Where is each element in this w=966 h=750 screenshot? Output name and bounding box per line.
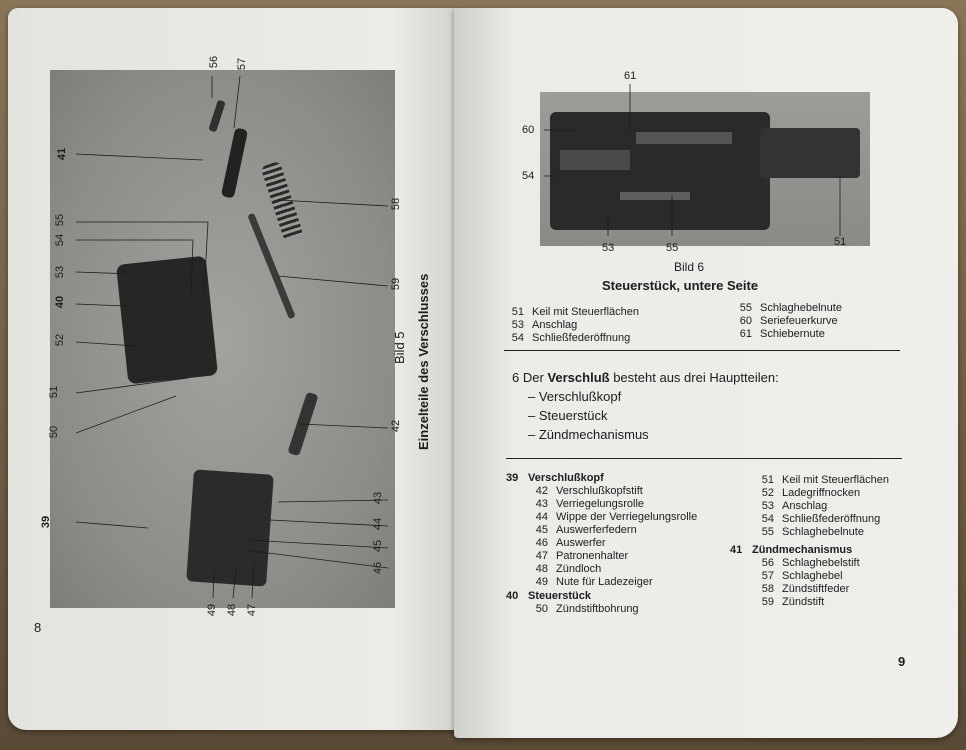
paragraph-6-lead: 6 Der Verschluß besteht aus drei Hauptteilen: bbox=[512, 370, 779, 385]
callout-60: 60 bbox=[522, 124, 535, 136]
callout-58: 58 bbox=[390, 197, 403, 211]
parts-list-item: 51 Keil mit Steuerflächen bbox=[761, 474, 889, 486]
paragraph-6-item: – Verschlußkopf bbox=[528, 389, 622, 404]
callout-53-right: 53 bbox=[602, 242, 615, 254]
callout-51: 51 bbox=[48, 385, 61, 399]
callout-48: 48 bbox=[226, 603, 239, 617]
callout-59: 59 bbox=[390, 277, 403, 291]
legend-item: 55 Schlaghebelnute bbox=[739, 302, 842, 314]
parts-list-item: 54 Schließfederöffnung bbox=[761, 513, 881, 525]
parts-list-item: 41 Zündmechanismus bbox=[730, 544, 853, 556]
callout-49: 49 bbox=[206, 603, 219, 617]
parts-list-item: 49 Nute für Ladezeiger bbox=[535, 576, 653, 588]
callout-45: 45 bbox=[372, 539, 385, 553]
parts-list-item: 40 Steuerstück bbox=[506, 590, 591, 602]
callout-61: 61 bbox=[624, 70, 637, 82]
callout-56: 56 bbox=[208, 55, 221, 69]
parts-list-item: 59 Zündstift bbox=[761, 596, 825, 608]
legend-item: 53 Anschlag bbox=[511, 319, 578, 331]
divider bbox=[506, 458, 902, 459]
parts-list-item: 39 Verschlußkopf bbox=[506, 472, 604, 484]
legend-item: 51 Keil mit Steuerflächen bbox=[511, 306, 639, 318]
parts-list-item: 44 Wippe der Verriegelungsrolle bbox=[535, 511, 698, 523]
callout-55: 55 bbox=[54, 213, 67, 227]
parts-list-item: 57 Schlaghebel bbox=[761, 570, 843, 582]
callout-44: 44 bbox=[372, 517, 385, 531]
parts-list-item: 58 Zündstiftfeder bbox=[761, 583, 850, 595]
parts-list-item: 43 Verriegelungsrolle bbox=[535, 498, 645, 510]
figure-6-number: Bild 6 bbox=[674, 260, 705, 274]
open-manual bbox=[8, 8, 958, 738]
page-number-right: 9 bbox=[898, 654, 906, 669]
callout-55-right: 55 bbox=[666, 242, 679, 254]
parts-list-item: 52 Ladegriffnocken bbox=[761, 487, 861, 499]
callout-41: 41 bbox=[56, 147, 69, 161]
legend-item: 60 Seriefeuerkurve bbox=[739, 315, 838, 327]
figure-6-caption: Steuerstück, untere Seite bbox=[602, 278, 759, 293]
paragraph-6-item: – Zündmechanismus bbox=[528, 427, 649, 442]
callout-47: 47 bbox=[246, 603, 259, 617]
callout-40: 40 bbox=[54, 295, 67, 309]
callout-53: 53 bbox=[54, 265, 67, 279]
callout-39: 39 bbox=[40, 515, 53, 529]
callout-46: 46 bbox=[372, 561, 385, 575]
legend-item: 54 Schließfederöffnung bbox=[511, 332, 631, 344]
callout-54-right: 54 bbox=[522, 170, 535, 182]
callout-52: 52 bbox=[54, 333, 67, 347]
page-number-left: 8 bbox=[34, 620, 42, 635]
callout-54: 54 bbox=[54, 233, 67, 247]
parts-list-item: 48 Zündloch bbox=[535, 563, 602, 575]
legend-item: 61 Schiebernute bbox=[739, 328, 825, 340]
figure-5-number: Bild 5 bbox=[392, 331, 407, 364]
callout-50: 50 bbox=[48, 425, 61, 439]
figure-6-leader-lines bbox=[8, 8, 958, 738]
paragraph-6-item: – Steuerstück bbox=[528, 408, 608, 423]
callout-43: 43 bbox=[372, 491, 385, 505]
callout-42: 42 bbox=[390, 419, 403, 433]
parts-list-item: 45 Auswerferfedern bbox=[535, 524, 637, 536]
figure-5-caption: Einzelteile des Verschlusses bbox=[416, 273, 431, 450]
parts-list-item: 42 Verschlußkopfstift bbox=[535, 485, 643, 497]
callout-51-right: 51 bbox=[834, 236, 847, 248]
parts-list-item: 53 Anschlag bbox=[761, 500, 828, 512]
callout-57: 57 bbox=[236, 57, 249, 71]
parts-list-item: 47 Patronenhalter bbox=[535, 550, 629, 562]
divider bbox=[504, 350, 900, 351]
parts-list-item: 56 Schlaghebelstift bbox=[761, 557, 860, 569]
parts-list-item: 55 Schlaghebelnute bbox=[761, 526, 864, 538]
parts-list-item: 46 Auswerfer bbox=[535, 537, 606, 549]
parts-list-item: 50 Zündstiftbohrung bbox=[535, 603, 639, 615]
